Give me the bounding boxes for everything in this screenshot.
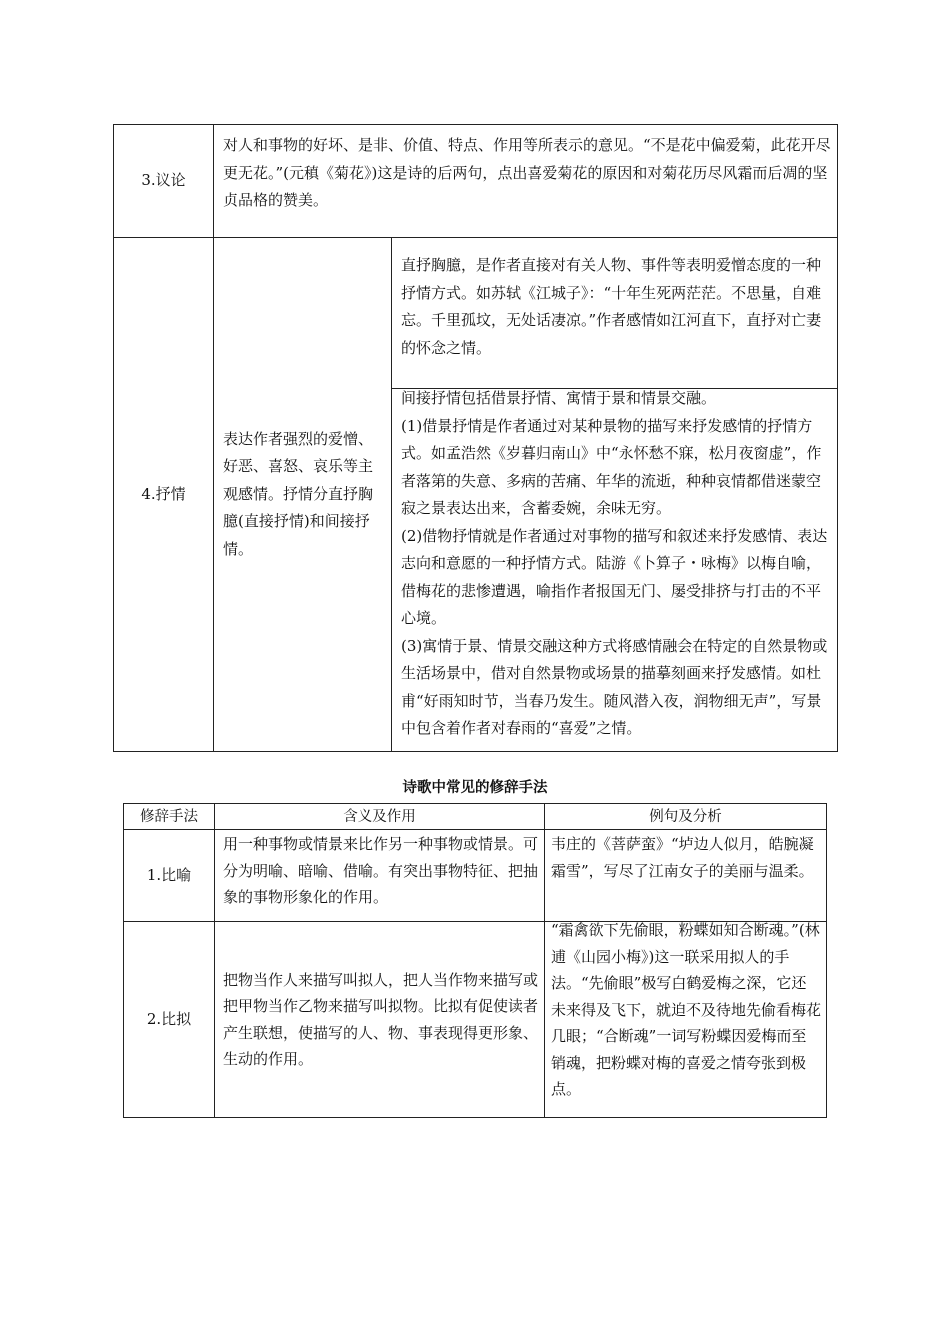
discussion-text: 对人和事物的好坏、是非、价值、特点、作用等所表示的意见。“不是花中偏爱菊，此花开尽更无花。”(元稹《菊花》)这是诗的后两句，点出喜爱菊花的原因和对菊花历尽风霜而后凋的坚贞品格的赞美。 (223, 136, 831, 209)
lyric-label: 4.抒情 (141, 484, 186, 503)
table2-border-right (826, 803, 827, 1118)
indirect-item-3: (3)寓情于景、情景交融这种方式将感情融会在特定的自然景物或生活场景中，借对自然景物或场景的描摹刻画来抒发感情。如杜甫“好雨知时节，当春乃发生。随风潜入夜，润物细无声”，写景中包含着作者对春雨的“喜爱”之情。 (401, 636, 828, 737)
table2-col-divider-2 (544, 803, 545, 1118)
lyric-direct: 直抒胸臆，是作者直接对有关人物、事件等表明爱憎态度的一种抒情方式。如苏轼《江城子》：“十年生死两茫茫。不思量，自难忘。千里孤坟，无处话凄凉。”作者感情如江河直下，直抒对亡妻的怀念之情。 (401, 256, 822, 357)
table2-border-bottom (123, 1117, 827, 1118)
table1-row-divider (113, 237, 838, 238)
personification-label: 2.比拟 (146, 1009, 192, 1028)
lyric-definition: 表达作者强烈的爱憎、好恶、喜怒、哀乐等主观感情。抒情分直抒胸臆(直接抒情)和间接抒情。 (223, 429, 374, 558)
indirect-intro: 间接抒情包括借景抒情、寓情于景和情景交融。 (401, 389, 717, 407)
discussion-label: 3.议论 (141, 171, 186, 190)
personification-meaning: 把物当作人来描写叫拟人，把人当作物来描写或把甲物当作乙物来描写叫拟物。比拟有促使读者产生联想，使描写的人、物、事表现得更形象、生动的作用。 (223, 970, 539, 1068)
table1-border-right (837, 124, 838, 752)
table1-border-bottom (113, 751, 838, 752)
personification-example: “霜禽欲下先偷眼，粉蝶如知合断魂。”(林逋《山园小梅》)这一联采用拟人的手法。“先偷眼”极写白鹤爱梅之深，它还未来得及飞下，就迫不及待地先偷看梅花几眼；“合断魂”一词写粉蝶因爱梅而至销魂，把粉蝶对梅的喜爱之情夸张到极点。 (551, 921, 822, 1098)
metaphor-example: 韦庄的《菩萨蛮》“垆边人似月，皓腕凝霜雪”，写尽了江南女子的美丽与温柔。 (551, 835, 814, 880)
table2-header-divider (123, 829, 827, 830)
metaphor-meaning: 用一种事物或情景来比作另一种事物或情景。可分为明喻、暗喻、借喻。有突出事物特征、把抽象的事物形象化的作用。 (223, 835, 539, 906)
table1-subcol-divider (391, 237, 392, 752)
header-example: 例句及分析 (649, 808, 722, 825)
lyric-indirect (401, 385, 831, 743)
section-title: 诗歌中常见的修辞手法 (402, 780, 548, 796)
table2-col-divider-1 (214, 803, 215, 1118)
table1-border-top (113, 124, 838, 125)
table1-col-divider (213, 124, 214, 752)
metaphor-label: 1.比喻 (146, 865, 192, 884)
indirect-item-1: (1)借景抒情是作者通过对某种景物的描写来抒发感情的抒情方式。如孟浩然《岁暮归南山》中“永怀愁不寐，松月夜窗虚”，作者落第的失意、多病的苦痛、年华的流逝，种种哀情都借迷蒙空寂之景表达出来，含蓄委婉，余味无穷。 (401, 416, 822, 517)
header-meaning: 含义及作用 (343, 808, 416, 825)
indirect-item-2: (2)借物抒情就是作者通过对事物的描写和叙述来抒发感情、表达志向和意愿的一种抒情方式。陆游《卜算子・咏梅》以梅自喻，借梅花的悲惨遭遇，喻指作者报国无门、屡受排挤与打击的不平心境。 (401, 526, 828, 627)
header-rhetoric: 修辞手法 (140, 808, 198, 825)
